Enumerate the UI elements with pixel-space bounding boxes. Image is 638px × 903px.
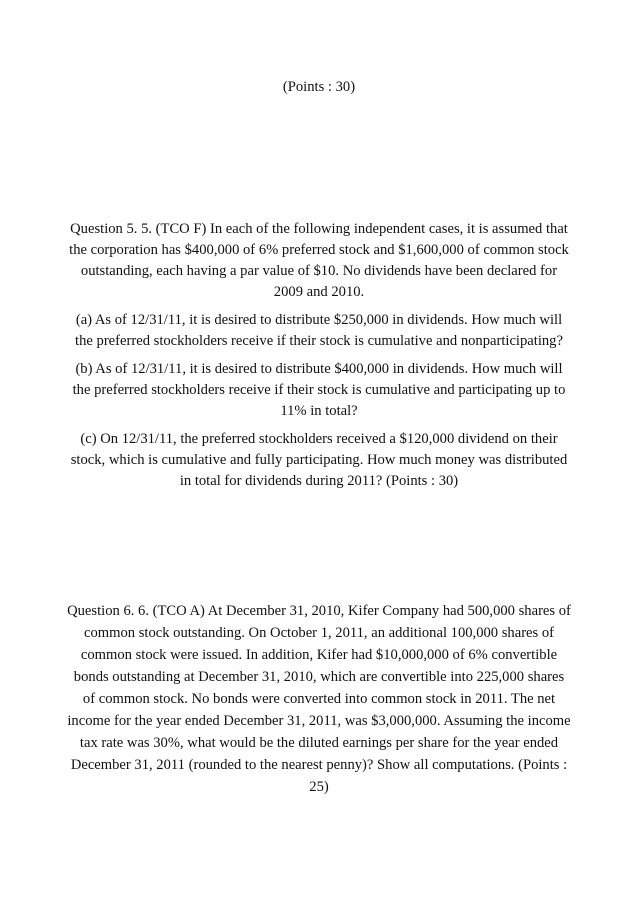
- question-6: [66, 600, 572, 798]
- question-5-part-c: (c) On 12/31/11, the preferred stockholders received a $120,000 dividend on their stock, which is cumulative and fully participating. How much money was distributed in total for dividends during 2011? (Points : 30): [70, 431, 568, 489]
- question-6-text: Question 6. 6. (TCO A) At December 31, 2010, Kifer Company had 500,000 shares of common stock outstanding. On October 1, 2011, an additional 100,000 shares of common stock were issued. In addition, Kifer had $10,000,000 of 6% convertible bonds outstanding at December 31, 2010, which are convertible into 225,000 shares of common stock. No bonds were converted into common stock in 2011. The net income for the year ended December 31, 2011, was $3,000,000. Assuming the income tax rate was 30%, what would be the diluted earnings per share for the year ended December 31, 2011 (rounded to the nearest penny)? Show all computations. (Points : 25): [67, 603, 571, 795]
- points-label: (Points : 30): [282, 79, 356, 95]
- question-5-part-b: (b) As of 12/31/11, it is desired to distribute $400,000 in dividends. How much will the preferred stockholders receive if their stock is cumulative and participating up to 11% in total?: [72, 361, 566, 419]
- points-header: [68, 77, 570, 98]
- question-5-part-a: (a) As of 12/31/11, it is desired to distribute $250,000 in dividends. How much will the preferred stockholders receive if their stock is cumulative and nonparticipating?: [75, 312, 563, 349]
- question-5: [68, 219, 570, 492]
- question-5-intro: Question 5. 5. (TCO F) In each of the following independent cases, it is assumed that the corporation has $400,000 of 6% preferred stock and $1,600,000 of common stock outstanding, each having a par value of $10. No dividends have been declared for 2009 and 2010.: [69, 221, 569, 300]
